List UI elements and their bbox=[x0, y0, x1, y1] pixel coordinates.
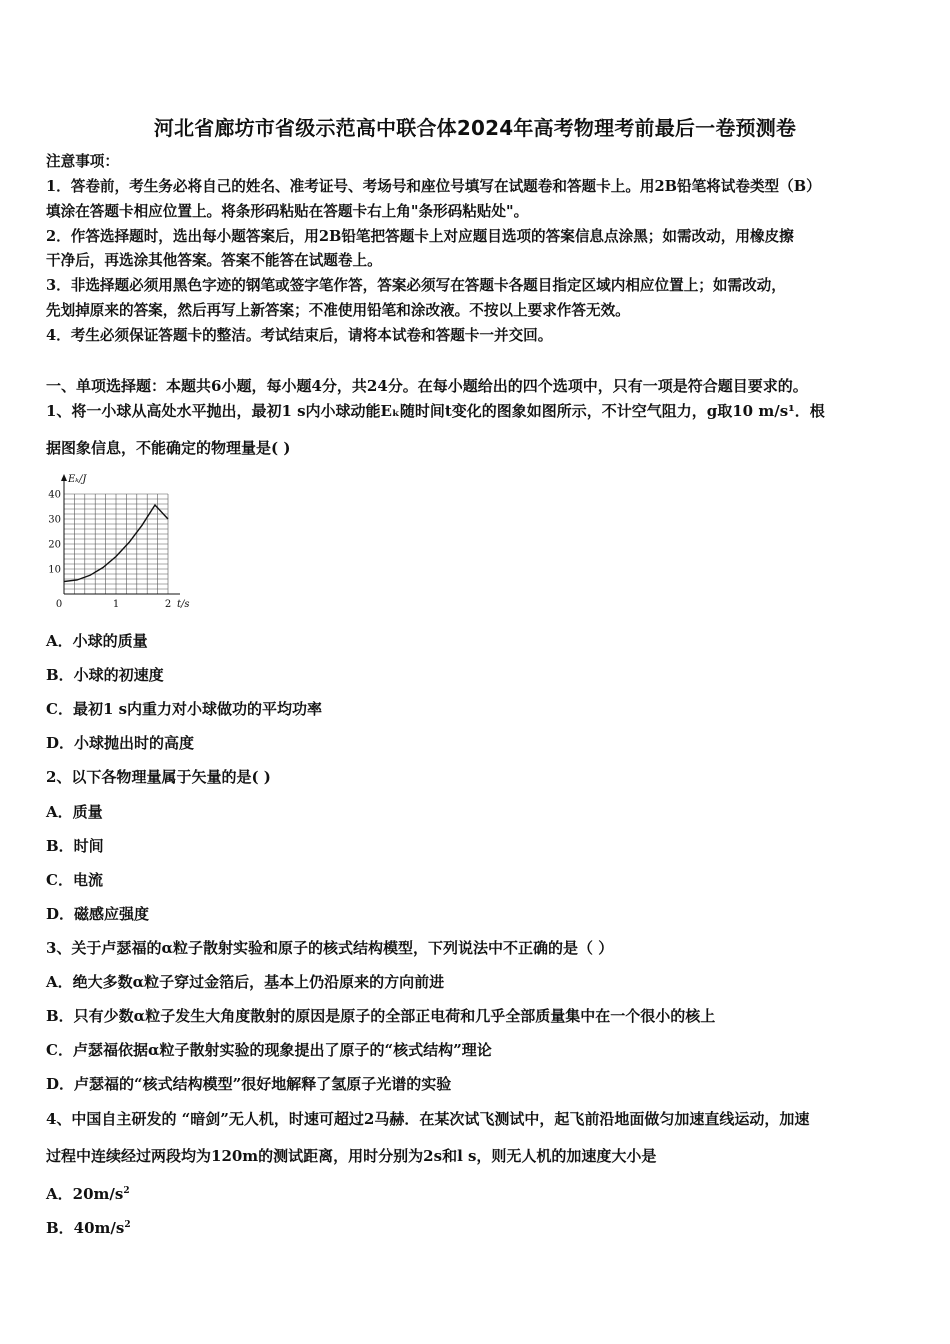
q1-option-b: B．小球的初速度 bbox=[46, 666, 164, 684]
ek-time-chart bbox=[44, 468, 204, 613]
notice-heading: 注意事项： bbox=[46, 153, 119, 170]
y-axis-arrow bbox=[61, 474, 67, 481]
q3-option-d: D．卢瑟福的“核式结构模型”很好地解释了氢原子光谱的实验 bbox=[46, 1075, 452, 1093]
section-heading: 一、单项选择题：本题共6小题，每小题4分，共24分。在每小题给出的四个选项中，只有一项是符合题目要求的。 bbox=[46, 377, 808, 395]
q2-option-b: B．时间 bbox=[46, 837, 104, 855]
q4-option-b bbox=[46, 1215, 131, 1238]
notice-line: 先划掉原来的答案，然后再写上新答案；不准使用铅笔和涂改液。不按以上要求作答无效。 bbox=[46, 302, 630, 319]
chart-svg bbox=[44, 468, 204, 613]
page-title: 河北省廊坊市省级示范高中联合体2024年高考物理考前最后一卷预测卷 bbox=[153, 116, 797, 140]
superscript: 2 bbox=[123, 1186, 130, 1196]
q1-option-d: D．小球抛出时的高度 bbox=[46, 734, 195, 752]
origin-label: 0 bbox=[55, 599, 63, 610]
question-1-line-1: 1、将一小球从高处水平抛出，最初1 s内小球动能Eₖ随时间t变化的图象如图所示，不计空气阻力，g取10 m/s¹．根 bbox=[46, 402, 825, 420]
q4-option-a-text: A．20m/s bbox=[46, 1185, 124, 1203]
q4-option-b-text: B．40m/s bbox=[46, 1219, 125, 1237]
q2-option-d: D．磁感应强度 bbox=[46, 905, 150, 923]
q3-option-c: C．卢瑟福依据α粒子散射实验的现象提出了原子的“核式结构”理论 bbox=[46, 1041, 492, 1059]
q2-option-c: C．电流 bbox=[46, 871, 103, 889]
notice-line: 填涂在答题卡相应位置上。将条形码粘贴在答题卡右上角"条形码粘贴处"。 bbox=[46, 203, 529, 220]
notice-line: 3．非选择题必须用黑色字迹的钢笔或签字笔作答，答案必须写在答题卡各题目指定区域内相应位置上；如需改动， bbox=[46, 277, 786, 294]
notice-line: 4．考生必须保证答题卡的整洁。考试结束后，请将本试卷和答题卡一并交回。 bbox=[46, 327, 553, 344]
y-tick-label: 30 bbox=[48, 514, 61, 526]
q3-option-b: B．只有少数α粒子发生大角度散射的原因是原子的全部正电荷和几乎全部质量集中在一个很小的核上 bbox=[46, 1007, 716, 1025]
chart-labels bbox=[48, 474, 189, 610]
notice-line: 1．答卷前，考生务必将自己的姓名、准考证号、考场号和座位号填写在试题卷和答题卡上。用2B铅笔将试卷类型（B） bbox=[46, 178, 821, 195]
q4-option-a bbox=[46, 1181, 130, 1204]
q2-option-a: A．质量 bbox=[46, 803, 103, 821]
question-2-stem: 2、以下各物理量属于矢量的是( ) bbox=[46, 768, 271, 786]
q3-option-a: A．绝大多数α粒子穿过金箔后，基本上仍沿原来的方向前进 bbox=[46, 973, 445, 991]
notice-line: 2．作答选择题时，选出每小题答案后，用2B铅笔把答题卡上对应题目选项的答案信息点涂黑；如需改动，用橡皮擦 bbox=[46, 228, 794, 245]
y-tick-label: 40 bbox=[48, 489, 61, 501]
notice-line: 干净后，再选涂其他答案。答案不能答在试题卷上。 bbox=[46, 252, 382, 269]
question-3-stem: 3、关于卢瑟福的α粒子散射实验和原子的核式结构模型，下列说法中不正确的是（ ） bbox=[46, 939, 614, 957]
question-4-line-2: 过程中连续经过两段均为120m的测试距离，用时分别为2s和l s，则无人机的加速度大小是 bbox=[46, 1147, 657, 1165]
superscript: 2 bbox=[124, 1220, 131, 1230]
question-4-line-1: 4、中国自主研发的 “暗剑”无人机，时速可超过2马赫．在某次试飞测试中，起飞前沿地面做匀加速直线运动，加速 bbox=[46, 1110, 810, 1128]
x-axis-label: t/s bbox=[177, 599, 190, 610]
x-tick-label: 1 bbox=[112, 599, 120, 610]
x-tick-label: 2 bbox=[164, 599, 172, 610]
y-tick-label: 10 bbox=[48, 564, 61, 576]
question-1-line-2: 据图象信息，不能确定的物理量是( ) bbox=[46, 439, 291, 457]
q1-option-c: C．最初1 s内重力对小球做功的平均功率 bbox=[46, 700, 323, 718]
q1-option-a: A．小球的质量 bbox=[46, 632, 148, 650]
y-tick-label: 20 bbox=[48, 539, 61, 551]
y-axis-label: Eₖ/J bbox=[68, 474, 87, 485]
